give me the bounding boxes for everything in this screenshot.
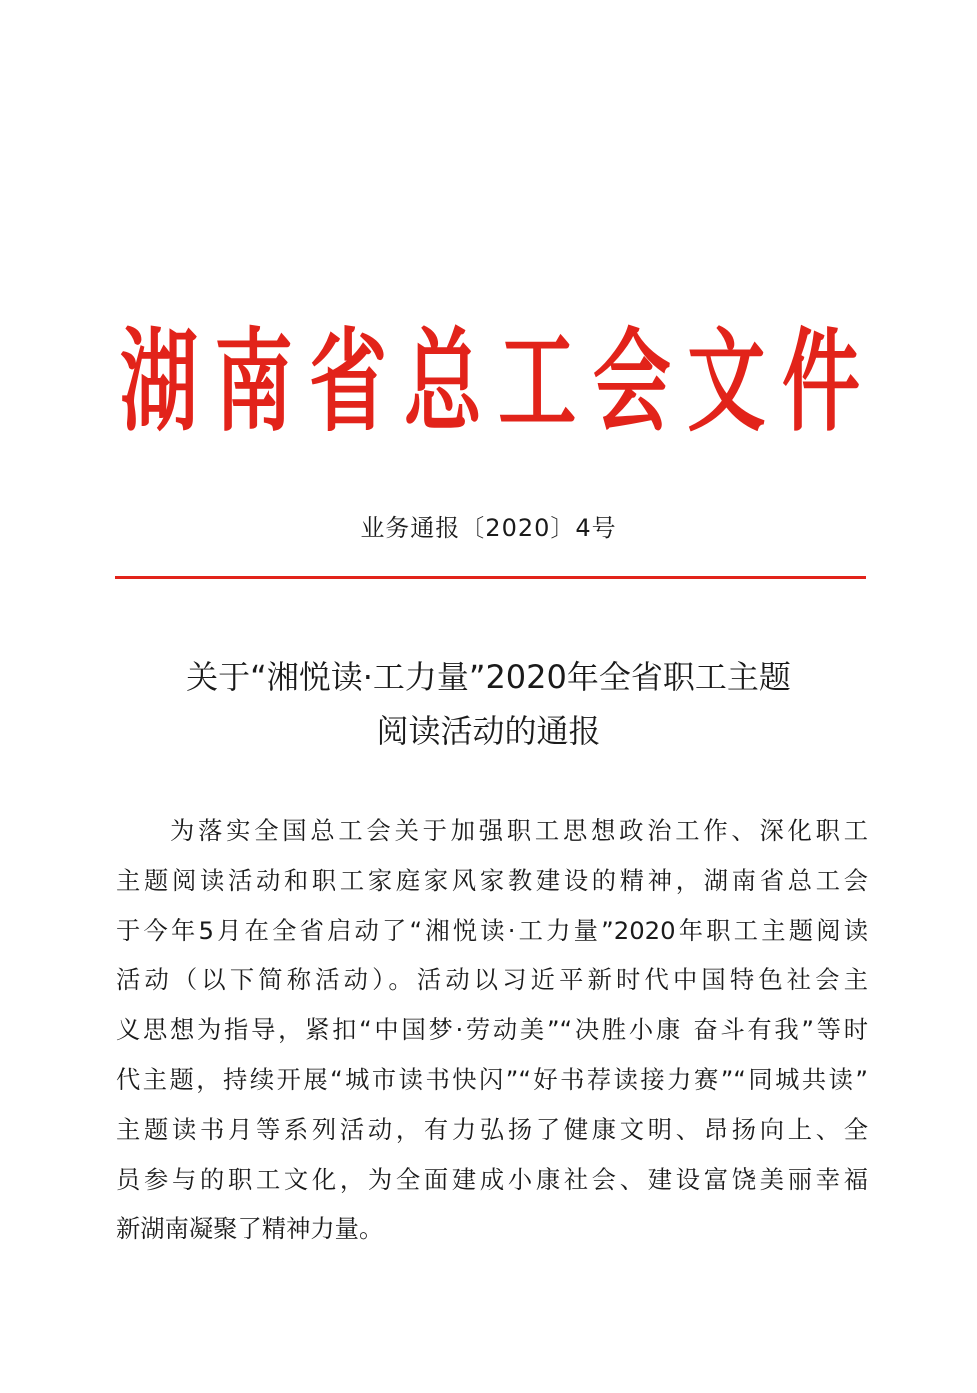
document-title — [0, 650, 977, 758]
paragraph-line: 主题读书月等系列活动，有力弘扬了健康文明、昂扬向上、全 — [116, 1114, 868, 1144]
paragraph-line: 员参与的职工文化，为全面建成小康社会、建设富饶美丽幸福 — [116, 1164, 868, 1194]
masthead-char: 湖 — [120, 317, 199, 447]
paragraph-line: 义思想为指导，紧扣“中国梦·劳动美”“决胜小康 奋斗有我”等时 — [116, 1015, 868, 1045]
red-divider-line — [115, 576, 866, 579]
body-paragraph — [116, 806, 868, 1254]
masthead-char: 件 — [781, 317, 860, 447]
paragraph-line: 主题阅读活动和职工家庭家风家教建设的精神，湖南省总工会 — [116, 865, 868, 895]
title-line: 阅读活动的通报 — [376, 712, 601, 750]
title-line: 关于“湘悦读·工力量”2020年全省职工主题 — [186, 658, 791, 696]
masthead-char: 总 — [403, 317, 482, 447]
masthead-char: 文 — [687, 317, 766, 447]
masthead-char: 南 — [214, 317, 293, 447]
paragraph-line: 为落实全国总工会关于加强职工思想政治工作、深化职工 — [170, 816, 868, 845]
masthead-char: 省 — [309, 317, 388, 447]
paragraph-line: 代主题，持续开展“城市读书快闪”“好书荐读接力赛”“同城共读” — [116, 1064, 868, 1094]
document-number: 业务通报〔2020〕4号 — [360, 514, 617, 542]
paragraph-line: 活动（以下简称活动）。活动以习近平新时代中国特色社会主 — [116, 965, 868, 995]
paragraph-line: 于今年5月在全省启动了“湘悦读·工力量”2020年职工主题阅读 — [116, 915, 868, 945]
masthead-char: 会 — [592, 317, 671, 447]
masthead-char: 工 — [498, 317, 577, 447]
paragraph-line: 新湖南凝聚了精神力量。 — [116, 1214, 384, 1244]
masthead-title — [120, 318, 860, 448]
